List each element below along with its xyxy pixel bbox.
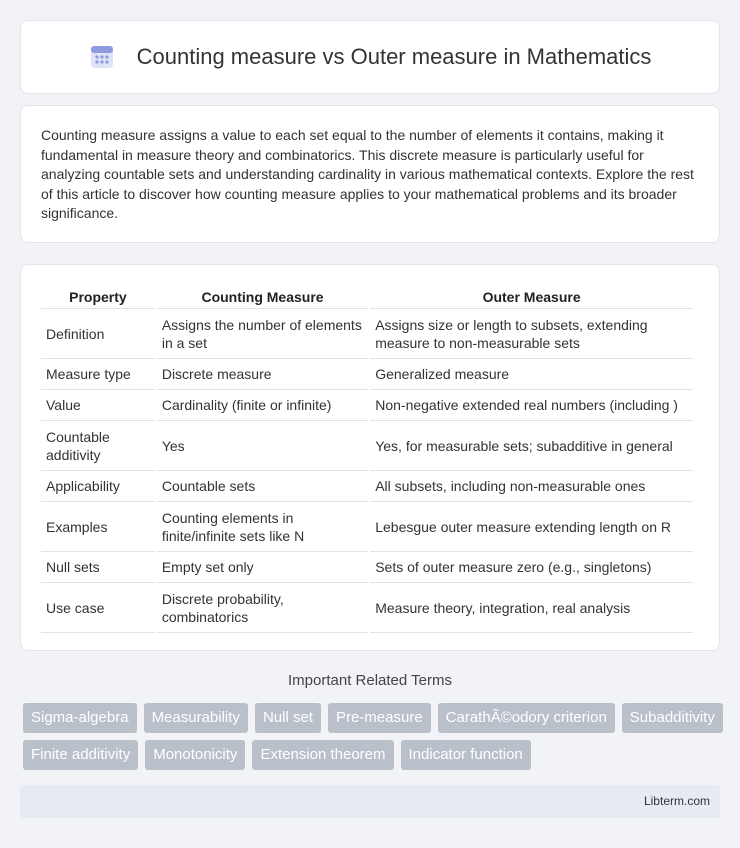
table-cell: Value xyxy=(41,390,155,421)
table-header-row xyxy=(41,285,693,309)
table-cell: Yes xyxy=(157,421,368,471)
header-card xyxy=(20,20,720,94)
table-row xyxy=(41,359,693,390)
tag-monotonicity[interactable]: Monotonicity xyxy=(145,740,245,770)
table-row xyxy=(41,583,693,633)
table-cell: Use case xyxy=(41,583,155,633)
table-cell: Definition xyxy=(41,309,155,359)
table-row xyxy=(41,421,693,471)
header-outer-measure: Outer Measure xyxy=(370,285,693,309)
table-cell: Discrete probability, combinatorics xyxy=(157,583,368,633)
table-row xyxy=(41,471,693,502)
table-row xyxy=(41,309,693,359)
tag-finite-additivity[interactable]: Finite additivity xyxy=(23,740,138,770)
table-row xyxy=(41,502,693,552)
table-cell: Countable sets xyxy=(157,471,368,502)
intro-card xyxy=(20,105,720,243)
table-cell: Applicability xyxy=(41,471,155,502)
table-cell: Lebesgue outer measure extending length on R xyxy=(370,502,693,552)
table-cell: Empty set only xyxy=(157,552,368,583)
table-cell: Examples xyxy=(41,502,155,552)
table-cell: Assigns the number of elements in a set xyxy=(157,309,368,359)
table-cell: All subsets, including non-measurable ones xyxy=(370,471,693,502)
table-row xyxy=(41,390,693,421)
tag-sigma-algebra[interactable]: Sigma-algebra xyxy=(23,703,137,733)
table-cell: Generalized measure xyxy=(370,359,693,390)
tag-caratheodory-criterion[interactable]: CarathÃ©odory criterion xyxy=(438,703,615,733)
table-cell: Measure theory, integration, real analysis xyxy=(370,583,693,633)
table-cell: Counting elements in finite/infinite sets like N xyxy=(157,502,368,552)
table-cell: Countable additivity xyxy=(41,421,155,471)
page-title: Counting measure vs Outer measure in Mathematics xyxy=(136,44,652,69)
tag-extension-theorem[interactable]: Extension theorem xyxy=(252,740,393,770)
header-property: Property xyxy=(41,285,155,309)
table-cell: Null sets xyxy=(41,552,155,583)
intro-text: Counting measure assigns a value to each set equal to the number of elements it contains, making it fundamental in measure theory and combinatorics. This discrete measure is particularly useful for analyzing countable sets and understanding cardinality in various mathematical contexts. Explore the rest of this article to discover how counting measure applies to your mathematical problems and its broader significance. xyxy=(41,127,694,221)
table-cell: Discrete measure xyxy=(157,359,368,390)
tag-pre-measure[interactable]: Pre-measure xyxy=(328,703,431,733)
tag-subadditivity[interactable]: Subadditivity xyxy=(622,703,723,733)
header-counting-measure: Counting Measure xyxy=(157,285,368,309)
calculator-icon xyxy=(89,44,115,70)
tag-indicator-function[interactable]: Indicator function xyxy=(401,740,531,770)
table-cell: Sets of outer measure zero (e.g., singletons) xyxy=(370,552,693,583)
tag-null-set[interactable]: Null set xyxy=(255,703,321,733)
table-cell: Cardinality (finite or infinite) xyxy=(157,390,368,421)
table-cell: Non-negative extended real numbers (including ) xyxy=(370,390,693,421)
related-terms-heading: Important Related Terms xyxy=(288,672,452,689)
table-cell: Assigns size or length to subsets, extending measure to non-measurable sets xyxy=(370,309,693,359)
related-terms-list xyxy=(23,703,723,770)
footer xyxy=(20,785,720,818)
tag-measurability[interactable]: Measurability xyxy=(144,703,248,733)
table-cell: Yes, for measurable sets; subadditive in general xyxy=(370,421,693,471)
table-cell: Measure type xyxy=(41,359,155,390)
comparison-table xyxy=(39,285,695,633)
table-row xyxy=(41,552,693,583)
footer-site-link[interactable]: Libterm.com xyxy=(643,794,710,808)
comparison-table-card xyxy=(20,264,720,651)
